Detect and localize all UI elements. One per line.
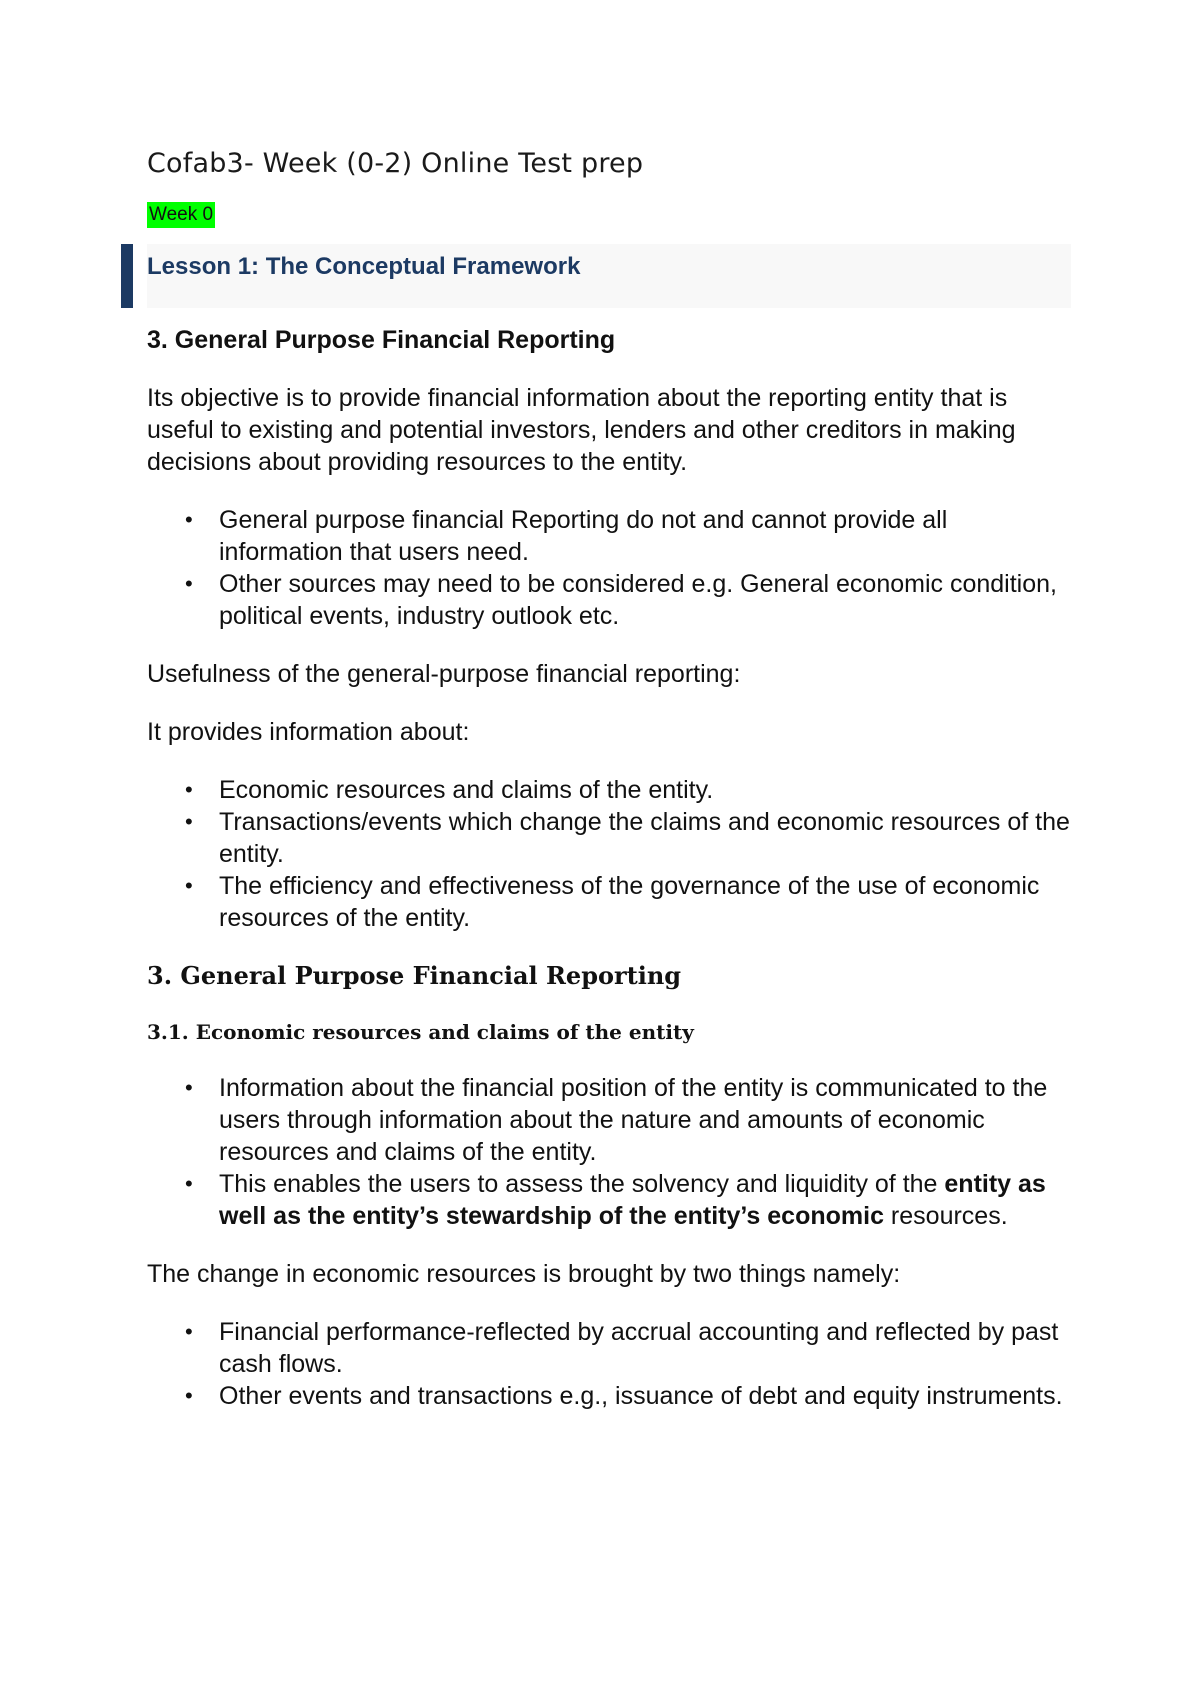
document-title: Cofab3- Week (0-2) Online Test prep <box>147 148 644 179</box>
list-item <box>147 568 1077 632</box>
lesson-title: Lesson 1: The Conceptual Framework <box>147 253 581 280</box>
week-tag-row <box>147 202 1077 244</box>
lesson-banner <box>147 244 1071 308</box>
list-item <box>147 504 1077 568</box>
bullet-icon: • <box>185 1171 193 1196</box>
section-heading-general-purpose: 3. General Purpose Financial Reporting <box>147 326 616 354</box>
usefulness-label: Usefulness of the general-purpose financial reporting: <box>147 660 741 688</box>
list-item <box>147 1168 1077 1232</box>
bullet-icon: • <box>185 777 193 802</box>
change-label: The change in economic resources is brought by two things namely: <box>147 1260 901 1288</box>
list-item-text-regular: This enables the users to assess the solvency and liquidity of the <box>219 1170 945 1198</box>
change-list <box>147 1316 1077 1412</box>
document-content <box>147 146 1077 1438</box>
list-item-text: Other sources may need to be considered e.g. General economic condition, political events, industry outlook etc. <box>219 570 1057 630</box>
week-tag: Week 0 <box>147 202 215 228</box>
subsection-heading: 3.1. Economic resources and claims of the entity <box>147 1020 694 1044</box>
list-item-text-tail: resources. <box>883 1202 1008 1230</box>
list-item-text: Information about the financial position of the entity is communicated to the users through information about the nature and amounts of economic resources and claims of the entity. <box>219 1074 1048 1166</box>
list-item-text: Other events and transactions e.g., issuance of debt and equity instruments. <box>219 1382 1063 1410</box>
list-item-text-bold: entity as well as the entity’s stewardship of the entity’s economic <box>219 1170 1046 1230</box>
financial-position-list <box>147 1072 1077 1232</box>
bullet-icon: • <box>185 507 193 532</box>
list-item-text: The efficiency and effectiveness of the governance of the use of economic resources of the entity. <box>219 872 1040 932</box>
limitations-list <box>147 504 1077 632</box>
list-item-text: Financial performance-reflected by accrual accounting and reflected by past cash flows. <box>219 1318 1059 1378</box>
list-item <box>147 1316 1077 1380</box>
objective-paragraph: Its objective is to provide financial information about the reporting entity that is useful to existing and potential investors, lenders and other creditors in making decisions about providing resources to the entity. <box>147 384 1016 476</box>
bullet-icon: • <box>185 873 193 898</box>
list-item <box>147 806 1077 870</box>
bullet-icon: • <box>185 1319 193 1344</box>
lesson-accent-bar <box>121 244 133 308</box>
bullet-icon: • <box>185 809 193 834</box>
list-item <box>147 1072 1077 1168</box>
bullet-icon: • <box>185 1383 193 1408</box>
list-item <box>147 774 1077 806</box>
list-item <box>147 1380 1077 1412</box>
bullet-icon: • <box>185 571 193 596</box>
bullet-icon: • <box>185 1075 193 1100</box>
list-item-text: Economic resources and claims of the entity. <box>219 776 714 804</box>
provides-list <box>147 774 1077 934</box>
list-item-text: Transactions/events which change the claims and economic resources of the entity. <box>219 808 1070 868</box>
provides-label: It provides information about: <box>147 718 470 746</box>
list-item-text: General purpose financial Reporting do not and cannot provide all information that users need. <box>219 506 948 566</box>
section-heading-serif: 3. General Purpose Financial Reporting <box>147 961 682 990</box>
list-item <box>147 870 1077 934</box>
